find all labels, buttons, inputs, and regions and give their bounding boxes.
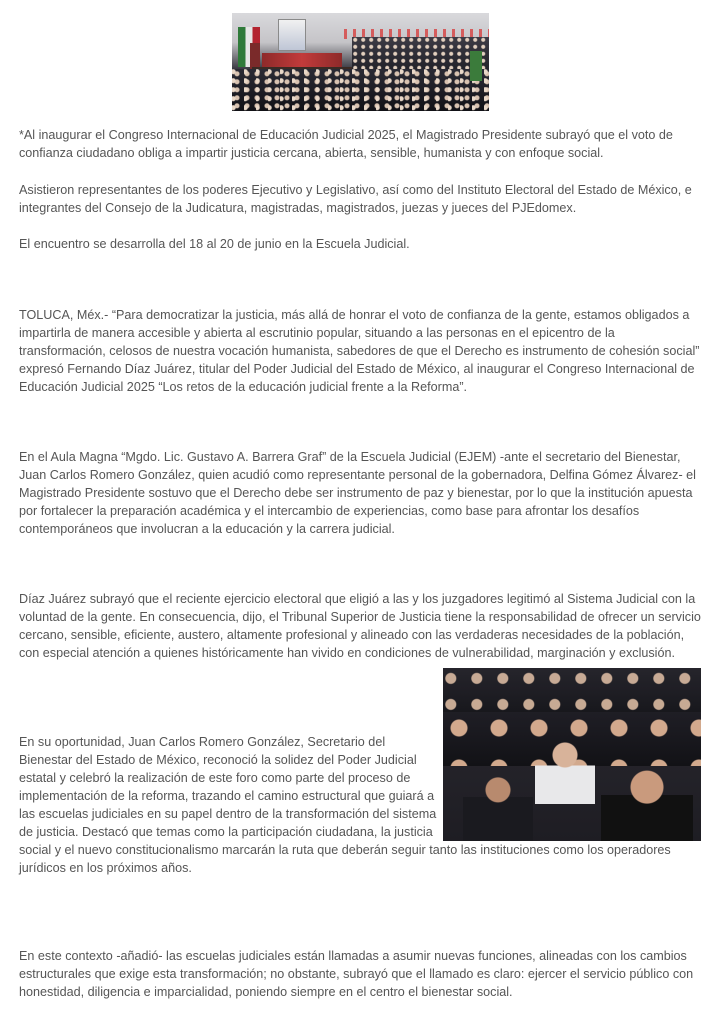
body-paragraph-aula-magna: En el Aula Magna “Mgdo. Lic. Gustavo A. Barrera Graf” de la Escuela Judicial (EJEM) -ante el secretario del Bienestar, Juan Carlos Romero González, quien acudió como representante personal de la gobernadora, Delfina Gómez Álvarez- el Magistrado Presidente sostuvo que el Derecho debe ser instrumento de paz y bienestar, por lo que la institución apuesta por fortalecer la preparación académica y el intercambio de experiencias, como base para afrontar los desafíos contemporáneos que involucran a la educación y la carrera judicial. — [19, 450, 696, 536]
event-photo — [232, 13, 489, 111]
body-paragraph-electoral: Díaz Juárez subrayó que el reciente ejercicio electoral que eligió a las y los juzgadores legitimó al Sistema Judicial con la voluntad de la gente. En consecuencia, dijo, el Tribunal Superior de Justicia tiene la responsabilidad de ofrecer un servicio cercano, sensible, eficiente, austero, altamente profesional y alineado con las verdaderas necesidades de la población, con especial atención a quienes históricamente han vivido en condiciones de vulnerabilidad, marginación y exclusión. — [19, 592, 701, 660]
summary-paragraph-3: El encuentro se desarrolla del 18 al 20 de junio en la Escuela Judicial. — [19, 237, 410, 251]
summary-paragraph-2: Asistieron representantes de los poderes Ejecutivo y Legislativo, así como del Instituto Electoral del Estado de México, e integrantes del Consejo de la Judicatura, magistradas, magistrados, juezas y jueces del PJEdomex. — [19, 183, 692, 215]
projection-screen-shape — [278, 19, 306, 51]
audience-row-shape — [443, 668, 701, 716]
summary-paragraph-1: *Al inaugurar el Congreso Internacional de Educación Judicial 2025, el Magistrado Presidente subrayó que el voto de confianza ciudadano obliga a impartir justicia cercana, abierta, sensible, humanista y con enfoque social. — [19, 128, 673, 160]
body-paragraph-closing: En este contexto -añadió- las escuelas judiciales están llamadas a asumir nuevas funciones, alineadas con los cambios estructurales que exige esta transformación; no obstante, subrayó que el llamado es claro: ejercer el servicio público con honestidad, diligencia e imparcialidad, poniendo siempre en el centro el bienestar social. — [19, 949, 694, 999]
body-paragraph-lead: TOLUCA, Méx.- “Para democratizar la justicia, más allá de honrar el voto de confianza de la gente, estamos obligados a impartirla de manera accesible y abierta al escrutinio popular, situando a las personas en el epicentro de la transformación, celosos de nuestra vocación humanista, sabedores de que el Derecho es instrumento de cohesión social” expresó Fernando Díaz Juárez, titular del Poder Judicial del Estado de México, al inaugurar el Congreso Internacional de Educación Judicial 2025 “Los retos de la educación judicial frente a la Reforma”. — [19, 308, 700, 394]
body-paragraph-romero — [19, 733, 703, 877]
body-paragraph-romero-text: En su oportunidad, Juan Carlos Romero González, Secretario del Bienestar del Estado de México, reconoció la solidez del Poder Judicial estatal y celebró la realización de este foro como parte del proceso de implementación de la reforma, trazando el camino estructural que guiará a las escuelas judiciales en su papel dentro de la transformación del sistema de justicia. Destacó que temas como la participación ciudadana, la justicia social y el nuevo constitucionalismo marcarán la ruta que deberán seguir tanto las instituciones como los operadores jurídicos en los próximos años. — [19, 735, 671, 875]
audience-front-shape — [232, 69, 489, 111]
green-flag-shape — [470, 51, 482, 81]
